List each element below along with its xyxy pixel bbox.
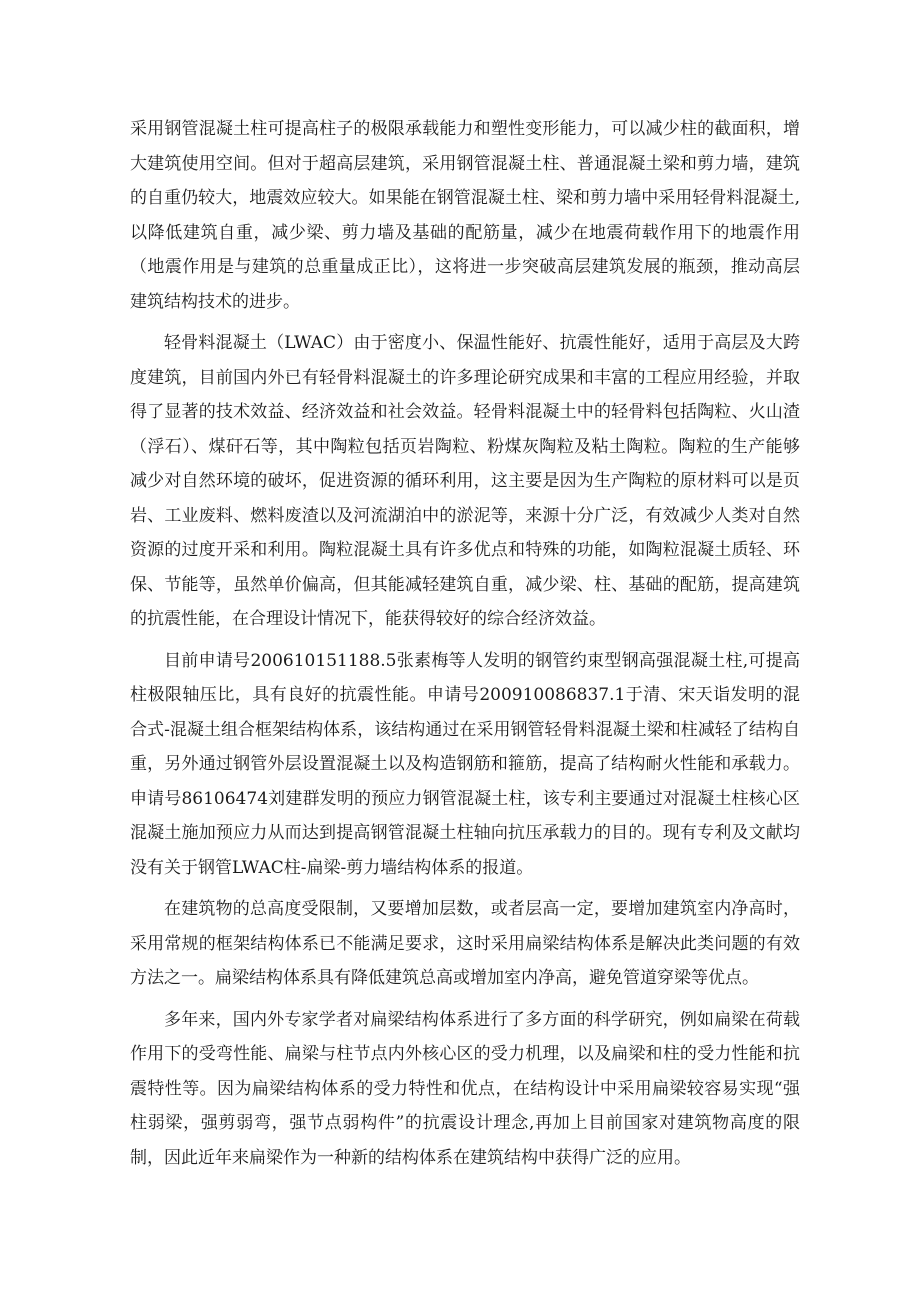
- document-body: [130, 112, 800, 1182]
- paragraph-1: 采用钢管混凝土柱可提高柱子的极限承载能力和塑性变形能力，可以减少柱的截面积，增大建筑使用空间。但对于超高层建筑，采用钢管混凝土柱、普通混凝土梁和剪力墙，建筑的自重仍较大，地震效应较大。如果能在钢管混凝土柱、梁和剪力墙中采用轻骨料混凝土,以降低建筑自重，减少梁、剪力墙及基础的配筋量，减少在地震荷载作用下的地震作用（地震作用是与建筑的总重量成正比），这将进一步突破高层建筑发展的瓶颈，推动高层建筑结构技术的进步。: [130, 119, 800, 312]
- paragraph-2: 轻骨料混凝土（LWAC）由于密度小、保温性能好、抗震性能好，适用于高层及大跨度建筑，目前国内外已有轻骨料混凝土的许多理论研究成果和丰富的工程应用经验，并取得了显著的技术效益、经济效益和社会效益。轻骨料混凝土中的轻骨料包括陶粒、火山渣（浮石）、煤矸石等，其中陶粒包括页岩陶粒、粉煤灰陶粒及粘土陶粒。陶粒的生产能够减少对自然环境的破坏，促进资源的循环利用，这主要是因为生产陶粒的原材料可以是页岩、工业废料、燃料废渣以及河流湖泊中的淤泥等，来源十分广泛，有效减少人类对自然资源的过度开采和利用。陶粒混凝土具有许多优点和特殊的功能，如陶粒混凝土质轻、环保、节能等，虽然单价偏高，但其能减轻建筑自重，减少梁、柱、基础的配筋，提高建筑的抗震性能，在合理设计情况下，能获得较好的综合经济效益。: [130, 333, 800, 629]
- paragraph-5: 多年来，国内外专家学者对扁梁结构体系进行了多方面的科学研究，例如扁梁在荷载作用下的受弯性能、扁梁与柱节点内外核心区的受力机理，以及扁梁和柱的受力性能和抗震特性等。因为扁梁结构体系的受力特性和优点，在结构设计中采用扁梁较容易实现“强柱弱梁，强剪弱弯，强节点弱构件”的抗震设计理念,再加上目前国家对建筑物高度的限制，因此近年来扁梁作为一种新的结构体系在建筑结构中获得广泛的应用。: [130, 1009, 800, 1168]
- paragraph-4: 在建筑物的总高度受限制，又要增加层数，或者层高一定，要增加建筑室内净高时，采用常规的框架结构体系已不能满足要求，这时采用扁梁结构体系是解决此类问题的有效方法之一。扁梁结构体系具有降低建筑总高或增加室内净高，避免管道穿梁等优点。: [130, 899, 800, 988]
- paragraph-3: 目前申请号200610151188.5张素梅等人发明的钢管约束型钢高强混凝土柱,可提高柱极限轴压比，具有良好的抗震性能。申请号200910086837.1于清、宋天诣发明的混合式-混凝土组合框架结构体系，该结构通过在采用钢管轻骨料混凝土梁和柱减轻了结构自重，另外通过钢管外层设置混凝土以及构造钢筋和箍筋，提高了结构耐火性能和承载力。申请号86106474刘建群发明的预应力钢管混凝土柱，该专利主要通过对混凝土柱核心区混凝土施加预应力从而达到提高钢管混凝土柱轴向抗压承载力的目的。现有专利及文献均没有关于钢管LWAC柱-扁梁-剪力墙结构体系的报道。: [130, 650, 800, 878]
